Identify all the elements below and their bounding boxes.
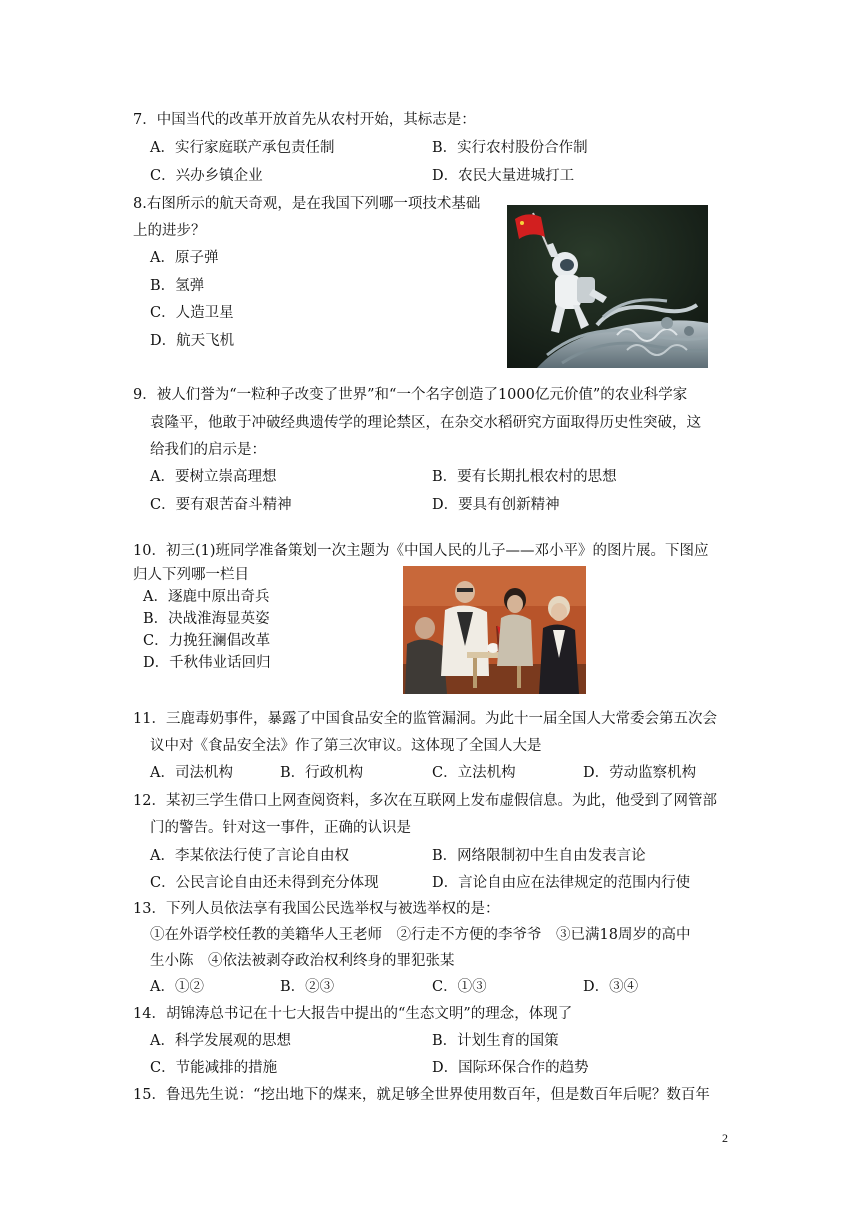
q7-stem: 7．中国当代的改革开放首先从农村开始，其标志是： [133, 112, 476, 128]
q7-option-d: D．农民大量进城打工 [432, 168, 575, 184]
q14-option-a: A．科学发展观的思想 [150, 1033, 291, 1049]
q10-stem-line2: 归人下列哪一栏目 [133, 567, 249, 583]
q11-stem-line1: 11．三鹿毒奶事件，暴露了中国食品安全的监管漏洞。为此十一届全国人大常委会第五次会 [133, 711, 717, 727]
spacewalk-photo [507, 205, 708, 368]
q8-option-b: B．氢弹 [150, 278, 205, 294]
q9-stem-line3: 给我们的启示是： [150, 442, 266, 458]
q14-stem: 14．胡锦涛总书记在十七大报告中提出的“生态文明”的理念，体现了 [133, 1006, 573, 1022]
q12-option-a: A．李某依法行使了言论自由权 [150, 848, 349, 864]
q14-option-b: B．计划生育的国策 [432, 1033, 559, 1049]
page-number: 2 [722, 1131, 728, 1145]
q12-stem-line2: 门的警告。针对这一事件，正确的认识是 [150, 820, 411, 836]
q9-stem-line1: 9．被人们誉为“一粒种子改变了世界”和“一个名字创造了1000亿元价值”的农业科学家 [133, 387, 688, 403]
q8-option-c: C．人造卫星 [150, 305, 234, 321]
q13-items-line2: 生小陈 ④依法被剥夺政治权利终身的罪犯张某 [150, 953, 455, 969]
q12-option-b: B．网络限制初中生自由发表言论 [432, 848, 646, 864]
q13-stem: 13．下列人员依法享有我国公民选举权与被选举权的是： [133, 901, 500, 917]
q9-stem-line2: 袁隆平，他敢于冲破经典遗传学的理论禁区，在杂交水稻研究方面取得历史性突破，这 [150, 415, 701, 431]
q10-option-d: D．千秋伟业话回归 [143, 655, 271, 671]
q8-option-d: D．航天飞机 [150, 333, 235, 349]
q10-option-b: B．决战淮海显英姿 [143, 611, 270, 627]
q7-option-b: B．实行农村股份合作制 [432, 140, 588, 156]
q13-option-c: C．①③ [432, 979, 487, 995]
q12-option-c: C．公民言论自由还未得到充分体现 [150, 875, 379, 891]
q11-option-c: C．立法机构 [432, 765, 516, 781]
q10-stem-line1: 10．初三(1)班同学准备策划一次主题为《中国人民的儿子——邓小平》的图片展。下图应 [133, 543, 709, 559]
q13-option-d: D．③④ [583, 979, 639, 995]
q13-option-a: A．①② [150, 979, 204, 995]
q8-stem-line1: 8.右图所示的航天奇观，是在我国下列哪一项技术基础 [133, 196, 481, 212]
q9-option-b: B．要有长期扎根农村的思想 [432, 469, 617, 485]
q11-option-a: A．司法机构 [150, 765, 233, 781]
q10-option-c: C．力挽狂澜倡改革 [143, 633, 271, 649]
q11-stem-line2: 议中对《食品安全法》作了第三次审议。这体现了全国人大是 [150, 738, 542, 754]
q8-stem-line2: 上的进步？ [133, 223, 206, 239]
q13-items-line1: ①在外语学校任教的美籍华人王老师 ②行走不方便的李爷爷 ③已满18周岁的高中 [150, 927, 691, 943]
q10-option-a: A．逐鹿中原出奇兵 [143, 589, 270, 605]
q11-option-d: D．劳动监察机构 [583, 765, 697, 781]
q9-option-d: D．要具有创新精神 [432, 497, 560, 513]
q14-option-c: C．节能减排的措施 [150, 1060, 278, 1076]
q12-option-d: D．言论自由应在法律规定的范围内行使 [432, 875, 691, 891]
q8-option-a: A．原子弹 [150, 250, 219, 266]
q9-option-c: C．要有艰苦奋斗精神 [150, 497, 292, 513]
q7-option-a: A．实行家庭联产承包责任制 [150, 140, 335, 156]
q9-option-a: A．要树立崇高理想 [150, 469, 277, 485]
q11-option-b: B．行政机构 [280, 765, 364, 781]
q14-option-d: D．国际环保合作的趋势 [432, 1060, 589, 1076]
q12-stem-line1: 12．某初三学生借口上网查阅资料，多次在互联网上发布虚假信息。为此，他受到了网管部 [133, 793, 717, 809]
q7-option-c: C．兴办乡镇企业 [150, 168, 263, 184]
q13-option-b: B．②③ [280, 979, 335, 995]
q15-stem-line1: 15．鲁迅先生说：“挖出地下的煤来，就足够全世界使用数百年，但是数百年后呢？数百年 [133, 1087, 710, 1103]
meeting-photo [403, 566, 586, 694]
